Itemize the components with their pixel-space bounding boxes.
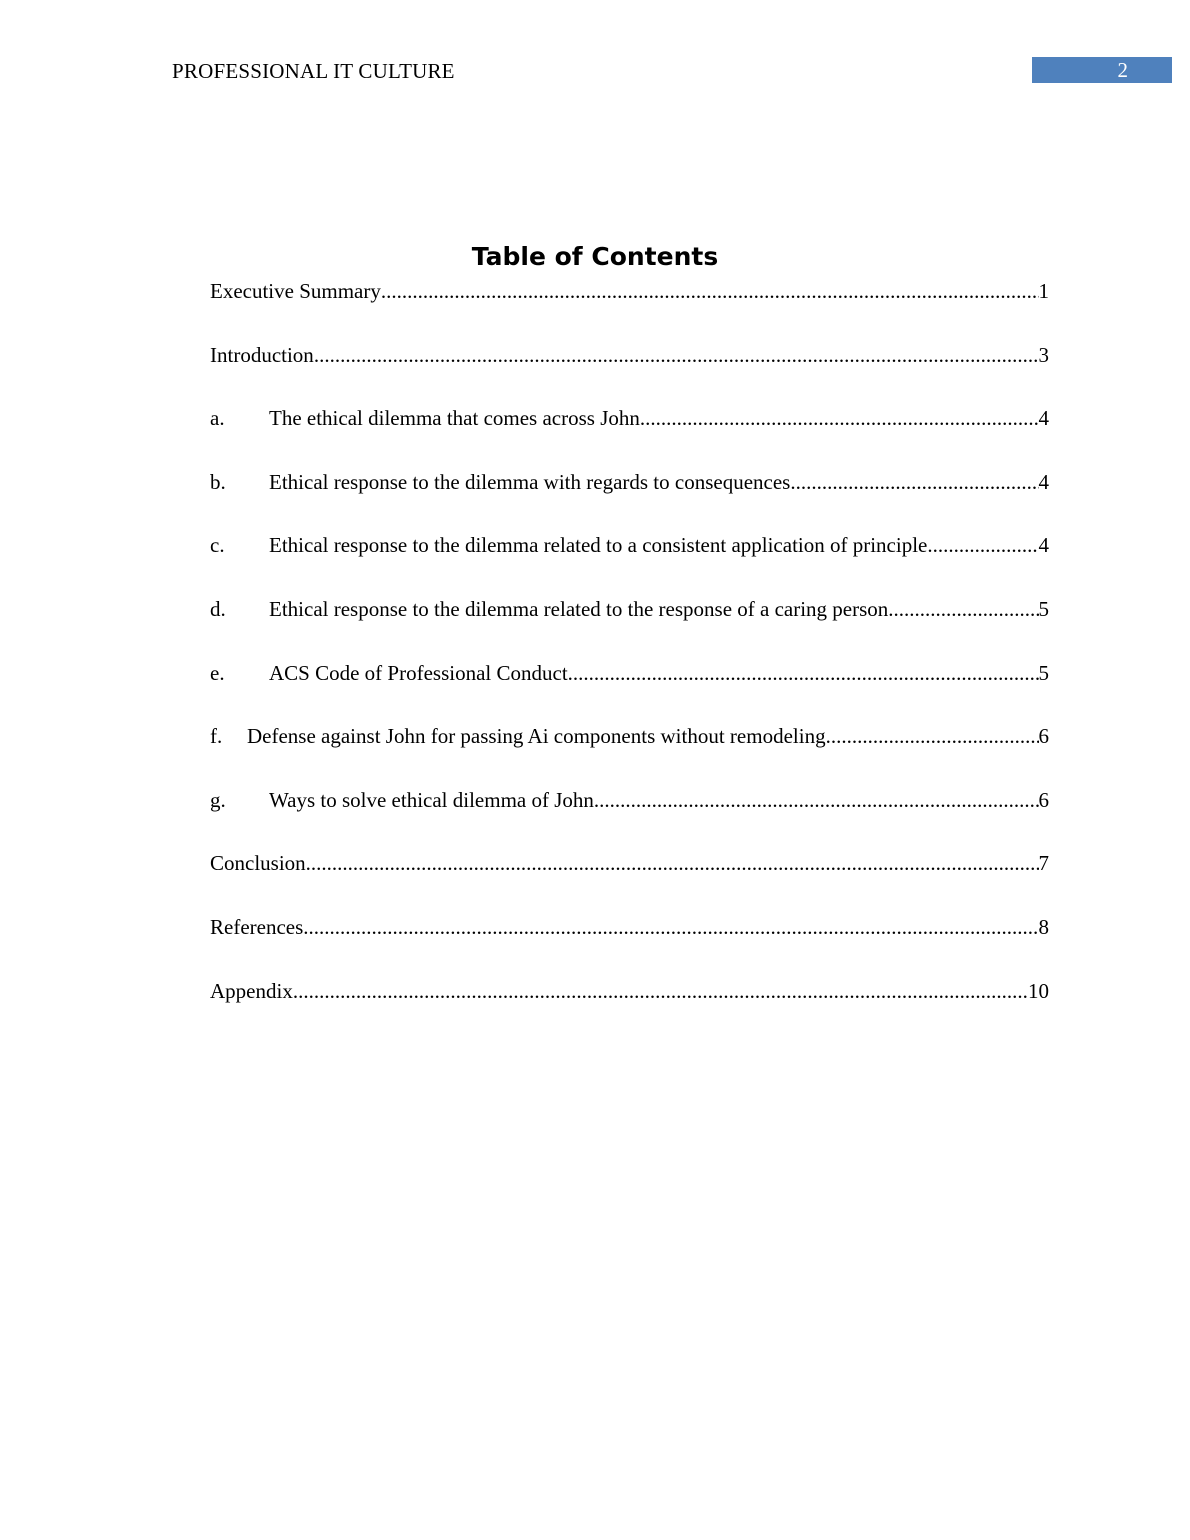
toc-entry-b[interactable]: [210, 468, 1049, 532]
toc-dot-leader: [381, 277, 1039, 305]
toc-entry-text: ACS Code of Professional Conduct: [269, 660, 568, 685]
toc-entry-page: 7: [1038, 851, 1049, 876]
toc-entry-text: Introduction: [210, 342, 314, 367]
toc-entry-text: Ways to solve ethical dilemma of John: [269, 787, 594, 812]
toc-entry-page: 5: [1038, 596, 1049, 621]
toc-entry-text: Ethical response to the dilemma related to a consistent application of principle: [269, 533, 928, 558]
toc-entry-marker: e.: [210, 660, 225, 685]
toc-entry-conclusion[interactable]: [210, 849, 1049, 913]
toc-entry-marker: d.: [210, 596, 226, 621]
toc-entry-executive-summary[interactable]: [210, 277, 1049, 341]
toc-heading: Table of Contents: [471, 242, 719, 271]
toc-entry-text: Defense against John for passing Ai components without remodeling: [247, 724, 826, 749]
toc-entry-page: 4: [1038, 469, 1049, 494]
toc-dot-leader: [927, 531, 1038, 559]
running-header-title: PROFESSIONAL IT CULTURE: [172, 59, 455, 83]
toc-entry-text: The ethical dilemma that comes across John: [269, 406, 640, 431]
toc-dot-leader: [303, 913, 1038, 941]
toc-dot-leader: [640, 404, 1039, 432]
toc-entry-marker: a.: [210, 406, 225, 431]
toc-entry-text: Appendix: [210, 978, 293, 1003]
toc-dot-leader: [306, 849, 1039, 877]
toc-entry-marker: b.: [210, 469, 226, 494]
toc-entry-page: 4: [1038, 533, 1049, 558]
toc-dot-leader: [790, 468, 1038, 496]
toc-entry-g[interactable]: [210, 786, 1049, 850]
toc-entry-appendix[interactable]: [210, 977, 1049, 1041]
toc-entry-page: 6: [1038, 787, 1049, 812]
toc-entry-page: 4: [1038, 406, 1049, 431]
toc-dot-leader: [293, 977, 1028, 1005]
toc-entry-page: 3: [1038, 342, 1049, 367]
toc-entry-page: 10: [1028, 978, 1049, 1003]
toc-entry-marker: c.: [210, 533, 225, 558]
page-number-badge: 2: [1032, 57, 1172, 83]
toc-entry-text: Ethical response to the dilemma with regards to consequences: [269, 469, 791, 494]
toc-dot-leader: [568, 659, 1039, 687]
toc-entry-page: 1: [1038, 279, 1049, 303]
toc-entry-page: 5: [1038, 660, 1049, 685]
toc-dot-leader: [826, 722, 1039, 750]
toc-entry-introduction[interactable]: [210, 341, 1049, 405]
toc-entry-text: Conclusion: [210, 851, 306, 876]
toc-dot-leader: [314, 341, 1039, 369]
toc-dot-leader: [594, 786, 1039, 814]
toc-entry-c[interactable]: [210, 531, 1049, 595]
toc-entry-a[interactable]: [210, 404, 1049, 468]
toc-entry-text: Executive Summary: [210, 279, 381, 303]
toc-entry-e[interactable]: [210, 659, 1049, 723]
toc-entry-f[interactable]: [210, 722, 1049, 786]
toc-entry-text: Ethical response to the dilemma related to the response of a caring person: [269, 596, 889, 621]
table-of-contents: [210, 277, 1049, 1040]
toc-entry-marker: f.: [210, 724, 223, 749]
toc-entry-page: 8: [1038, 914, 1049, 939]
toc-entry-marker: g.: [210, 787, 226, 812]
toc-entry-references[interactable]: [210, 913, 1049, 977]
toc-entry-d[interactable]: [210, 595, 1049, 659]
toc-entry-page: 6: [1038, 724, 1049, 749]
toc-dot-leader: [888, 595, 1038, 623]
toc-entry-text: References: [210, 914, 304, 939]
